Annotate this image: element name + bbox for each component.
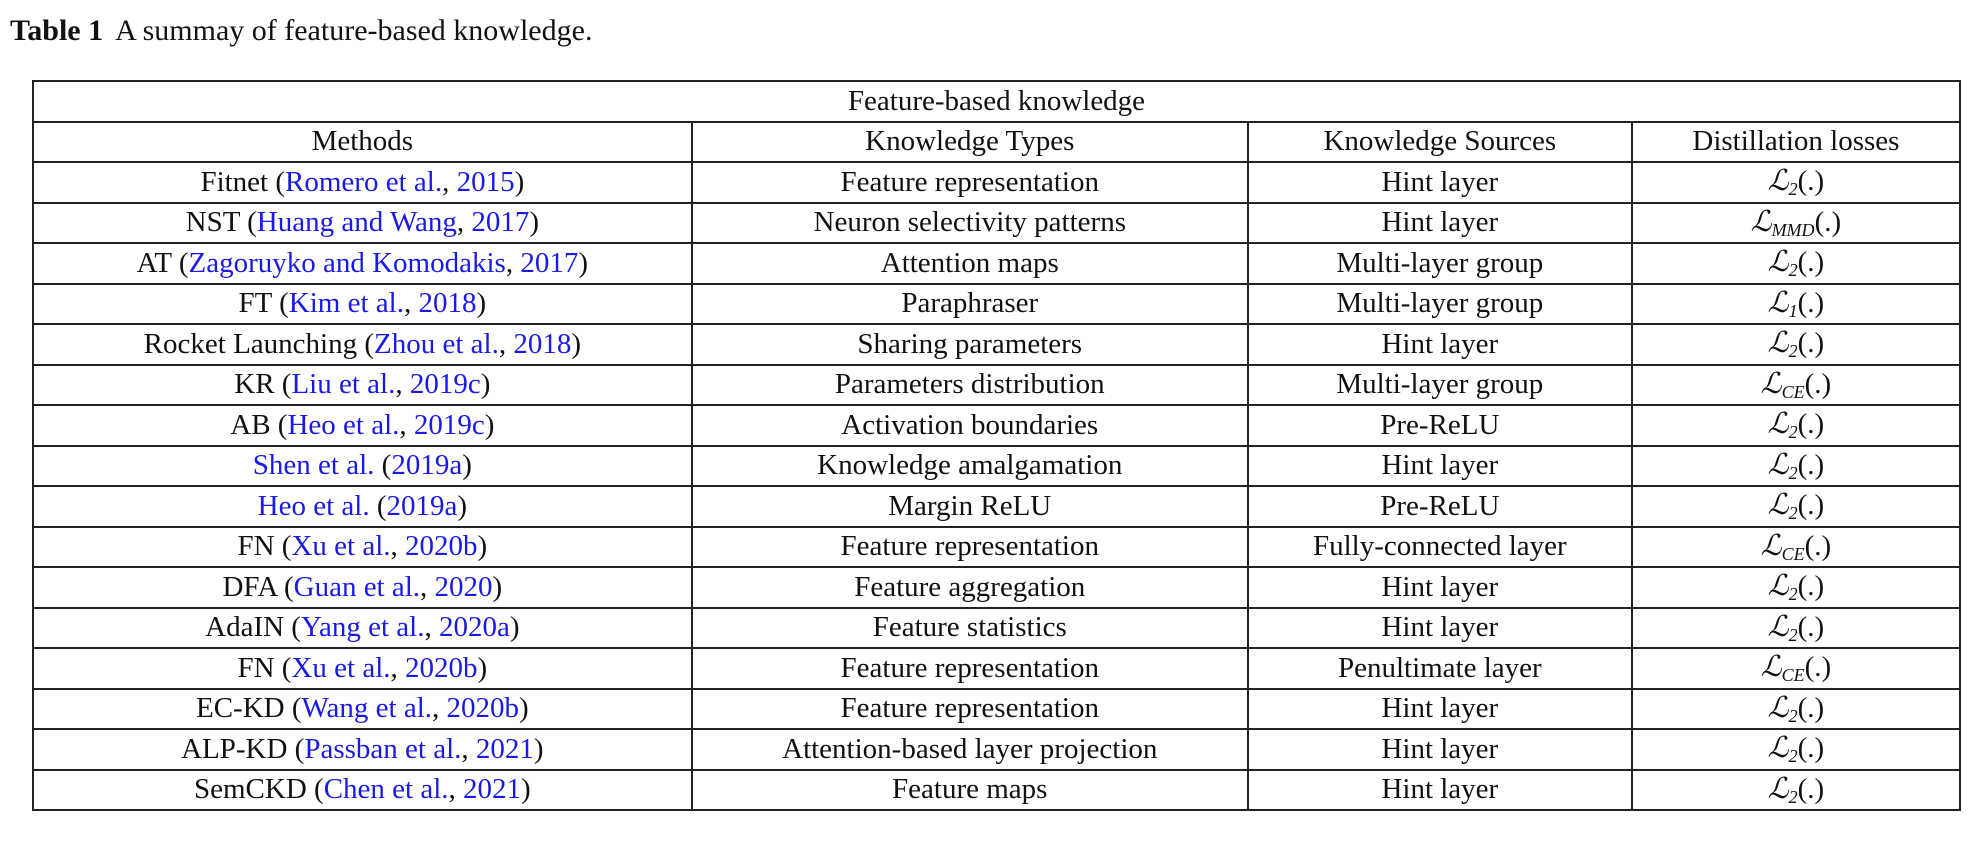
citation-year-link[interactable]: 2019a xyxy=(386,489,458,522)
method-name: NST ( xyxy=(185,206,257,239)
column-header-row xyxy=(33,122,1960,163)
loss-symbol: ℒ xyxy=(1767,244,1789,279)
loss-subscript: 2 xyxy=(1788,260,1798,281)
citation-close: ) xyxy=(571,327,581,360)
method-name: Rocket Launching ( xyxy=(143,327,374,360)
loss-args: (.) xyxy=(1797,772,1825,805)
citation-separator: , xyxy=(395,368,410,401)
method-name: AB ( xyxy=(230,408,288,441)
method-name: ALP-KD ( xyxy=(181,732,305,765)
loss-subscript: MMD xyxy=(1771,219,1815,240)
loss-subscript: 2 xyxy=(1788,746,1798,767)
column-header-knowledge-types: Knowledge Types xyxy=(692,122,1248,163)
citation-close: ) xyxy=(533,732,544,765)
citation-authors-link[interactable]: Heo et al. xyxy=(287,408,400,441)
method-name: EC-KD ( xyxy=(195,692,302,725)
loss-subscript: 2 xyxy=(1788,179,1798,200)
citation-close: ) xyxy=(529,206,540,239)
knowledge-source-cell: Multi-layer group xyxy=(1248,284,1632,325)
distillation-loss-cell xyxy=(1632,203,1960,244)
citation-authors-link[interactable]: Yang et al. xyxy=(300,611,425,644)
knowledge-type-cell: Knowledge amalgamation xyxy=(692,446,1248,487)
citation-separator: , xyxy=(448,773,464,806)
citation-close: ) xyxy=(484,408,495,441)
loss-subscript: CE xyxy=(1781,543,1805,564)
knowledge-source-cell: Fully-connected layer xyxy=(1248,527,1632,568)
knowledge-source-cell: Hint layer xyxy=(1248,729,1632,770)
knowledge-type-cell: Activation boundaries xyxy=(692,405,1248,446)
distillation-loss-cell xyxy=(1632,324,1960,365)
citation-year-link[interactable]: 2019c xyxy=(409,368,481,401)
distillation-loss-cell xyxy=(1632,446,1960,487)
distillation-loss-cell xyxy=(1632,527,1960,568)
loss-subscript: CE xyxy=(1781,665,1805,686)
knowledge-type-cell: Parameters distribution xyxy=(692,365,1248,406)
citation-close: ) xyxy=(578,246,589,279)
knowledge-source-cell: Pre-ReLU xyxy=(1248,486,1632,527)
method-cell xyxy=(33,729,692,770)
loss-args: (.) xyxy=(1814,205,1842,238)
citation-year-link[interactable]: 2019c xyxy=(413,408,485,441)
knowledge-source-cell: Multi-layer group xyxy=(1248,243,1632,284)
citation-authors-link[interactable]: Kim et al. xyxy=(288,287,404,320)
table-caption xyxy=(10,14,592,48)
loss-subscript: 2 xyxy=(1788,341,1798,362)
table-row xyxy=(33,689,1960,730)
column-header-distillation-losses: Distillation losses xyxy=(1632,122,1960,163)
loss-args: (.) xyxy=(1797,408,1825,441)
loss-symbol: ℒ xyxy=(1767,730,1789,765)
method-cell xyxy=(33,527,692,568)
knowledge-type-cell: Attention-based layer projection xyxy=(692,729,1248,770)
method-cell xyxy=(33,567,692,608)
citation-authors-link[interactable]: Shen et al. xyxy=(252,449,375,482)
loss-args: (.) xyxy=(1797,448,1825,481)
method-cell xyxy=(33,689,692,730)
citation-separator: ( xyxy=(374,449,392,482)
citation-close: ) xyxy=(519,692,529,725)
feature-knowledge-table xyxy=(32,80,1961,811)
knowledge-source-cell: Hint layer xyxy=(1248,203,1632,244)
method-cell xyxy=(33,770,692,811)
table-row xyxy=(33,608,1960,649)
method-name: Fitnet ( xyxy=(200,165,286,198)
table-row xyxy=(33,446,1960,487)
knowledge-type-cell: Sharing parameters xyxy=(692,324,1248,365)
citation-authors-link[interactable]: Wang et al. xyxy=(301,692,433,725)
citation-close: ) xyxy=(477,530,488,563)
loss-symbol: ℒ xyxy=(1767,406,1789,441)
knowledge-type-cell: Feature representation xyxy=(692,527,1248,568)
distillation-loss-cell xyxy=(1632,770,1960,811)
method-name: FN ( xyxy=(237,651,292,684)
knowledge-source-cell: Hint layer xyxy=(1248,689,1632,730)
distillation-loss-cell xyxy=(1632,486,1960,527)
citation-authors-link[interactable]: Liu et al. xyxy=(291,368,396,401)
loss-subscript: 2 xyxy=(1788,624,1798,645)
loss-subscript: 2 xyxy=(1788,584,1798,605)
method-cell xyxy=(33,446,692,487)
citation-authors-link[interactable]: Xu et al. xyxy=(291,530,391,563)
method-cell xyxy=(33,284,692,325)
citation-authors-link[interactable]: Zhou et al. xyxy=(374,327,499,360)
citation-close: ) xyxy=(462,449,472,482)
citation-close: ) xyxy=(492,570,503,603)
loss-subscript: 2 xyxy=(1788,705,1798,726)
knowledge-type-cell: Feature representation xyxy=(692,689,1248,730)
table-row xyxy=(33,162,1960,203)
loss-symbol: ℒ xyxy=(1767,770,1789,805)
table-row xyxy=(33,729,1960,770)
citation-close: ) xyxy=(476,287,487,320)
citation-separator: , xyxy=(420,570,435,603)
method-name: KR ( xyxy=(234,368,292,401)
distillation-loss-cell xyxy=(1632,608,1960,649)
table-label: Table 1 xyxy=(10,14,104,47)
knowledge-source-cell: Hint layer xyxy=(1248,446,1632,487)
table-row xyxy=(33,405,1960,446)
loss-args: (.) xyxy=(1797,732,1825,765)
citation-year-link[interactable]: 2020a xyxy=(439,611,510,644)
knowledge-type-cell: Feature representation xyxy=(692,648,1248,689)
method-cell xyxy=(33,648,692,689)
loss-subscript: 2 xyxy=(1788,786,1798,807)
distillation-loss-cell xyxy=(1632,689,1960,730)
citation-separator: ( xyxy=(369,489,387,522)
citation-authors-link[interactable]: Chen et al. xyxy=(323,773,449,806)
citation-year-link[interactable]: 2021 xyxy=(463,773,522,806)
method-cell xyxy=(33,365,692,406)
citation-year-link[interactable]: 2015 xyxy=(456,165,515,198)
citation-separator: , xyxy=(390,651,406,684)
loss-symbol: ℒ xyxy=(1767,325,1789,360)
table-row xyxy=(33,203,1960,244)
loss-symbol: ℒ xyxy=(1767,689,1789,724)
citation-year-link[interactable]: 2019a xyxy=(391,449,463,482)
loss-symbol: ℒ xyxy=(1760,527,1782,562)
citation-separator: , xyxy=(456,206,472,239)
knowledge-source-cell: Hint layer xyxy=(1248,608,1632,649)
loss-symbol: ℒ xyxy=(1760,365,1782,400)
method-name: AdaIN ( xyxy=(205,611,301,644)
distillation-loss-cell xyxy=(1632,648,1960,689)
knowledge-source-cell: Multi-layer group xyxy=(1248,365,1632,406)
method-cell xyxy=(33,162,692,203)
method-cell xyxy=(33,243,692,284)
loss-subscript: 2 xyxy=(1788,503,1798,524)
method-name: FN ( xyxy=(237,530,292,563)
knowledge-source-cell: Hint layer xyxy=(1248,770,1632,811)
distillation-loss-cell xyxy=(1632,567,1960,608)
citation-separator: , xyxy=(432,692,447,725)
distillation-loss-cell xyxy=(1632,284,1960,325)
citation-authors-link[interactable]: Guan et al. xyxy=(293,570,421,603)
loss-args: (.) xyxy=(1797,610,1825,643)
table-body xyxy=(33,162,1960,810)
citation-year-link[interactable]: 2017 xyxy=(520,246,579,279)
loss-args: (.) xyxy=(1804,651,1832,684)
table-row xyxy=(33,365,1960,406)
table-row xyxy=(33,567,1960,608)
table-row xyxy=(33,324,1960,365)
distillation-loss-cell xyxy=(1632,243,1960,284)
loss-args: (.) xyxy=(1797,691,1825,724)
method-cell xyxy=(33,405,692,446)
citation-close: ) xyxy=(521,773,531,806)
table-row xyxy=(33,770,1960,811)
distillation-loss-cell xyxy=(1632,162,1960,203)
knowledge-type-cell: Feature representation xyxy=(692,162,1248,203)
citation-authors-link[interactable]: Xu et al. xyxy=(291,651,391,684)
citation-year-link[interactable]: 2017 xyxy=(471,206,530,239)
loss-subscript: 1 xyxy=(1788,300,1798,321)
loss-symbol: ℒ xyxy=(1767,608,1789,643)
citation-separator: , xyxy=(399,408,414,441)
citation-separator: , xyxy=(498,327,514,360)
knowledge-type-cell: Feature aggregation xyxy=(692,567,1248,608)
citation-year-link[interactable]: 2020b xyxy=(446,692,520,725)
loss-args: (.) xyxy=(1797,246,1825,279)
citation-separator: , xyxy=(403,287,419,320)
column-header-methods: Methods xyxy=(33,122,692,163)
method-name: AT ( xyxy=(136,246,189,279)
loss-args: (.) xyxy=(1804,529,1832,562)
table-row xyxy=(33,648,1960,689)
citation-separator: , xyxy=(424,611,439,644)
citation-authors-link[interactable]: Romero et al. xyxy=(285,165,443,198)
citation-close: ) xyxy=(480,368,491,401)
method-cell xyxy=(33,203,692,244)
loss-symbol: ℒ xyxy=(1767,487,1789,522)
table-row xyxy=(33,243,1960,284)
knowledge-type-cell: Feature maps xyxy=(692,770,1248,811)
loss-symbol: ℒ xyxy=(1767,446,1789,481)
loss-args: (.) xyxy=(1797,327,1825,360)
loss-symbol: ℒ xyxy=(1767,284,1789,319)
loss-subscript: 2 xyxy=(1788,462,1798,483)
citation-separator: , xyxy=(461,732,476,765)
knowledge-source-cell: Penultimate layer xyxy=(1248,648,1632,689)
citation-close: ) xyxy=(514,165,525,198)
knowledge-type-cell: Paraphraser xyxy=(692,284,1248,325)
citation-year-link[interactable]: 2020 xyxy=(434,570,493,603)
citation-close: ) xyxy=(509,611,520,644)
loss-subscript: 2 xyxy=(1788,422,1798,443)
citation-close: ) xyxy=(457,489,468,522)
citation-year-link[interactable]: 2020b xyxy=(405,530,478,563)
loss-args: (.) xyxy=(1797,570,1825,603)
citation-year-link[interactable]: 2018 xyxy=(418,287,477,320)
citation-separator: , xyxy=(505,246,521,279)
knowledge-type-cell: Feature statistics xyxy=(692,608,1248,649)
method-cell xyxy=(33,608,692,649)
distillation-loss-cell xyxy=(1632,365,1960,406)
method-name: DFA ( xyxy=(222,570,294,603)
loss-args: (.) xyxy=(1804,367,1832,400)
distillation-loss-cell xyxy=(1632,405,1960,446)
citation-authors-link[interactable]: Heo et al. xyxy=(257,489,370,522)
caption-text: A summay of feature-based knowledge. xyxy=(115,14,593,47)
table-row xyxy=(33,284,1960,325)
knowledge-type-cell: Attention maps xyxy=(692,243,1248,284)
loss-subscript: CE xyxy=(1781,381,1805,402)
citation-separator: , xyxy=(390,530,406,563)
loss-args: (.) xyxy=(1797,165,1825,198)
knowledge-source-cell: Hint layer xyxy=(1248,162,1632,203)
citation-year-link[interactable]: 2021 xyxy=(475,732,534,765)
method-cell xyxy=(33,486,692,527)
group-header: Feature-based knowledge xyxy=(33,81,1960,122)
citation-authors-link[interactable]: Huang and Wang xyxy=(256,206,457,239)
table-row xyxy=(33,527,1960,568)
method-cell xyxy=(33,324,692,365)
loss-symbol: ℒ xyxy=(1760,649,1782,684)
loss-symbol: ℒ xyxy=(1767,568,1789,603)
knowledge-source-cell: Hint layer xyxy=(1248,567,1632,608)
method-name: SemCKD ( xyxy=(193,773,324,806)
citation-authors-link[interactable]: Passban et al. xyxy=(304,732,462,765)
citation-year-link[interactable]: 2018 xyxy=(513,327,572,360)
knowledge-source-cell: Pre-ReLU xyxy=(1248,405,1632,446)
loss-symbol: ℒ xyxy=(1767,163,1789,198)
citation-authors-link[interactable]: Zagoruyko and Komodakis xyxy=(188,246,506,279)
distillation-loss-cell xyxy=(1632,729,1960,770)
table-row xyxy=(33,486,1960,527)
citation-separator: , xyxy=(442,165,457,198)
knowledge-type-cell: Margin ReLU xyxy=(692,486,1248,527)
loss-symbol: ℒ xyxy=(1750,203,1772,238)
loss-args: (.) xyxy=(1797,489,1825,522)
citation-year-link[interactable]: 2020b xyxy=(405,651,478,684)
knowledge-type-cell: Neuron selectivity patterns xyxy=(692,203,1248,244)
method-name: FT ( xyxy=(238,287,289,320)
column-header-knowledge-sources: Knowledge Sources xyxy=(1248,122,1632,163)
knowledge-source-cell: Hint layer xyxy=(1248,324,1632,365)
citation-close: ) xyxy=(477,651,488,684)
loss-args: (.) xyxy=(1797,286,1825,319)
